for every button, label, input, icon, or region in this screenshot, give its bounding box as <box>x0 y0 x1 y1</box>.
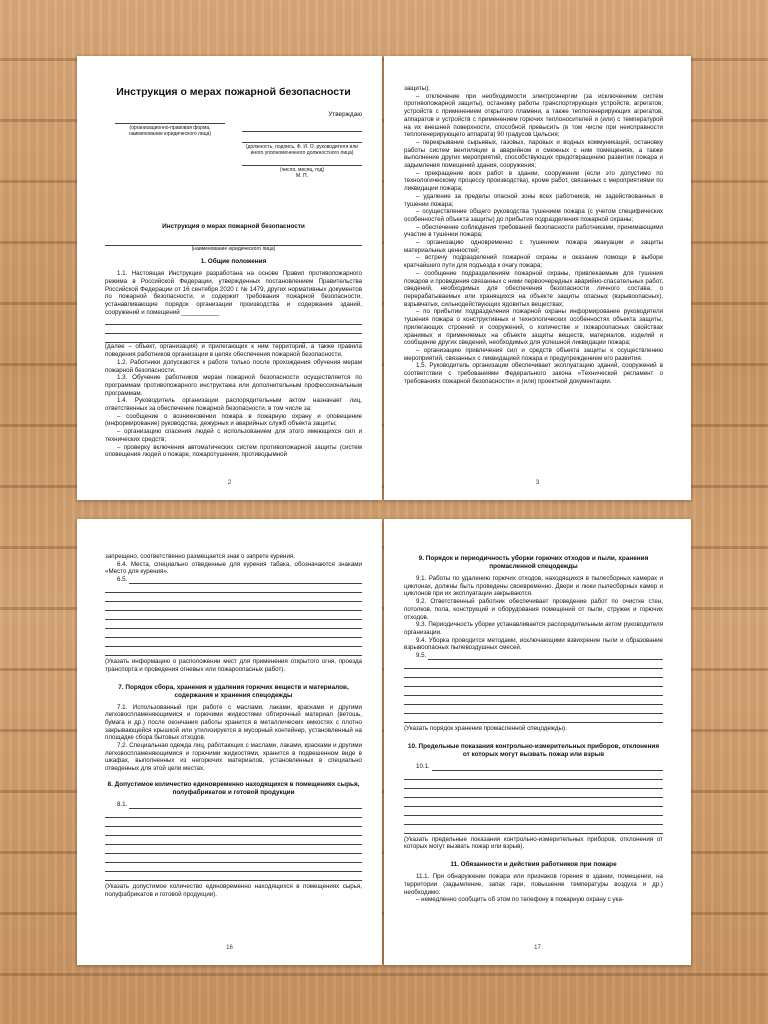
page-number: 3 <box>535 480 540 487</box>
date-caption: (число, месяц, год) <box>279 167 325 174</box>
paragraph-6-4: 6.4. Места, специально отведенные для курения табака, обозначаются знаками «Место для курения». <box>105 560 362 576</box>
approver-field <box>242 111 362 180</box>
field-9-5[interactable]: 9.5. <box>416 652 663 660</box>
stamp-label: М. П. <box>296 173 308 180</box>
blank-line <box>105 316 362 325</box>
section-9-heading: 9. Порядок и периодичность уборки горючих отходов и пыли, хранения промасленной спецодежды <box>418 555 649 570</box>
paragraph-1-1-cont: (далее – объект, организация) и прилегающих к ним территорий, а также правила поведения работников организации в целях обеспечения пожарной безопасности. <box>105 343 362 359</box>
paragraph-7-2: 7.2. Специальная одежда лиц, работающих с маслами, лаками, красками и другими легковоспламеняющимися и горючими жидкостями, хранится в подвешенном виде в шкафах, выполненных из негорючих материалов, установленных в специально отведенных для этой цели местах. <box>105 742 362 773</box>
list-item: – проверку включения автоматических систем противопожарной защиты (систем оповещения людей о пожаре, пожаротушения, противодымной <box>105 443 362 459</box>
page-number: 2 <box>227 480 232 487</box>
blank-line[interactable] <box>404 660 663 669</box>
blank-line[interactable] <box>105 584 362 593</box>
blank-line[interactable] <box>404 789 663 798</box>
page-3-body <box>404 85 663 362</box>
list-item: – обеспечение соблюдения требований безопасности работниками, принимающими участие в тушении пожара; <box>404 223 663 239</box>
org-caption: (организационно-правовая форма, наименование юридического лица) <box>128 125 212 138</box>
page-number: 16 <box>226 945 233 952</box>
blank-line[interactable] <box>105 593 362 602</box>
paragraph-9-1: 9.1. Работы по удалению горючих отходов, находящихся в пылесборных камерах и циклонах, должны быть проведены своевременно. Двери и люки пылесборных камер и циклонов при их эксплуатации закрываются. <box>404 575 663 598</box>
paragraph-9-4: 9.4. Уборка проводится методами, исключающими взвихрение пыли и образование взрывоопасных пылевоздушных смесей. <box>404 636 663 652</box>
approve-label: Утверждаю <box>328 111 362 118</box>
document-title: Инструкция о мерах пожарной безопасности <box>116 86 351 98</box>
subtitle: Инструкция о мерах пожарной безопасности <box>162 223 305 230</box>
section-10-heading: 10. Предельные показания контрольно-измерительных приборов, отклонения от которых могут вызвать пожар или взрыв <box>407 742 660 758</box>
list-item: – прекращение всех работ в здании, сооружении (если это допустимо по технологическому процессу производства), кроме работ, связанных с мероприятиями по ликвидации пожара; <box>404 169 663 193</box>
section-1-heading: 1. Общие положения <box>200 258 267 266</box>
blank-line[interactable] <box>404 780 663 789</box>
paragraph-9-2: 9.2. Ответственный работник обеспечивает проведение работ по очистке стен, потолков, пола, конструкций и оборудования помещений от пыли, стружек и горючих отходов. <box>404 598 663 621</box>
page-17 <box>384 519 691 965</box>
blank-line[interactable] <box>105 647 362 656</box>
list-item: – сообщение подразделениям пожарной охраны, привлекаемым для тушения пожаров и проведения связанных с ними первоочередных аварийно-спасательных работ, сведений, необходимых для обеспечения безопасности личного состава, о перерабатываемых или хранящихся на объекте защиты опасных (взрывоопасных), взрывчатых, сильнодействующих ядовитых веществах; <box>404 269 663 308</box>
blank-line[interactable] <box>404 669 663 678</box>
paragraph-1-1: 1.1. Настоящая Инструкция разработана на основе Правил противопожарного режима в Российской Федерации, утвержденных постановлением Правительства Российской Федерации от 16 сентября 2020 г. № 1479, других нормативных документов по пожарной безопасности, и содержит требования пожарной безопасности, устанавливающие порядок организации производства и содержания зданий, сооружений и помещений ___________ <box>105 270 362 316</box>
list-item: – организацию спасения людей с использованием для этого имеющихся сил и технических средств; <box>105 428 362 443</box>
sign-caption: (должность, подпись, Ф. И. О. руководителя или иного уполномоченного должностного лица) <box>245 143 359 156</box>
blank-line <box>105 334 362 343</box>
page-number: 17 <box>534 945 541 952</box>
list-item: – встречу подразделений пожарной охраны и оказание помощи в выборе кратчайшего пути для подъезда к очагу пожара; <box>404 254 663 270</box>
field-6-5[interactable]: 6.5. <box>117 576 362 584</box>
blank-line[interactable] <box>404 705 663 714</box>
blank-line[interactable] <box>105 629 362 638</box>
list-item: – отключение при необходимости электроэнергии (за исключением систем противопожарной защиты), остановку работы транспортирующих устройств, агрегатов, устройств с применением открытого пламени, а также теплогенерирующих агрегатов, аппаратов и устройств с применением горючих теплоносителей и (или) с температурой на их внешней поверхности, способной превысить (в том числе при неисправности теплогенерирующего аппарата) 90 градусов Цельсия; <box>404 92 663 139</box>
blank-line[interactable] <box>105 854 362 863</box>
list-item: – сообщение о возникновении пожара в пожарную охрану и оповещение (информирование) руководства, дежурных и аварийных служб объекта защиты; <box>105 412 362 428</box>
blank-line[interactable] <box>404 678 663 687</box>
page-2 <box>77 56 382 500</box>
blank-line[interactable] <box>105 818 362 827</box>
section-8-heading: 8. Допустимое количество единовременно находящихся в помещениях сырья, полуфабрикатов и готовой продукции <box>107 780 360 796</box>
blank-line[interactable] <box>105 872 362 881</box>
page-3 <box>384 56 691 500</box>
list-item: – осуществление общего руководства тушением пожара (с учетом специфических особенностей объекта защиты) до прибытия подразделения пожарной охраны; <box>404 208 663 223</box>
section-11-heading: 11. Обязанности и действия работников при пожаре <box>450 861 617 869</box>
section-7-heading: 7. Порядок сбора, хранения и удаления горючих веществ и материалов, содержания и хранения спецодежды <box>118 683 349 699</box>
paragraph-cont: запрещено, соответственно размещается знак о запрете курения. <box>105 553 295 560</box>
list-item: – организацию привлечения сил и средств объекта защиты к осуществлению мероприятий, связанных с ликвидацией пожара и предупреждением его развития. <box>404 346 663 362</box>
paragraph-11-1: 11.1. При обнаружении пожара или признаков горения в здании, помещении, на территории (задымление, запах гари, повышение температуры воздуха и др.) необходимо: <box>404 873 663 896</box>
paragraph-1-3: 1.3. Обучение работников мерам пожарной безопасности осуществляется по программам противопожарного инструктажа или дополнительным профессиональным программам. <box>105 374 362 397</box>
paragraph-1-4: 1.4. Руководитель организации распорядительным актом назначает лиц, ответственных за обеспечение пожарной безопасности, в том числе за: <box>105 397 362 413</box>
blank-line[interactable] <box>404 807 663 816</box>
approval-block <box>105 111 362 181</box>
blank-line <box>105 325 362 334</box>
list-item: – немедленно сообщить об этом по телефону в пожарную охрану с ука- <box>416 896 624 904</box>
hint-9: (Указать порядок хранения промасленной спецодежды). <box>404 725 567 733</box>
blank-line[interactable] <box>105 620 362 629</box>
blank-line[interactable] <box>404 816 663 825</box>
blank-line[interactable] <box>404 687 663 696</box>
blank-line[interactable] <box>404 771 663 780</box>
hint-6: (Указать информацию о расположении мест для применения открытого огня, проезда транспорта и проведения огневых или пожароопасных работ). <box>105 658 362 673</box>
paragraph-9-3: 9.3. Периодичность уборки устанавливается распорядительным актом руководителя организации. <box>404 621 663 636</box>
paragraph-1-5: 1.5. Руководитель организации обеспечивает эксплуатацию зданий, сооружений в соответствии с требованиями Федерального закона «Технический регламент о требованиях пожарной безопасности» и (или) проектной документации. <box>404 362 663 385</box>
hint-10: (Указать предельные показания контрольно-измерительных приборов, отклонения от которых могут вызвать пожар или взрыв). <box>404 835 663 851</box>
blank-line[interactable] <box>404 714 663 723</box>
blank-line[interactable] <box>105 827 362 836</box>
list-item: – удаление за пределы опасной зоны всех работников, не задействованных в тушении пожара; <box>404 192 663 208</box>
blank-line[interactable] <box>404 825 663 834</box>
field-8-1[interactable]: 8.1. <box>117 801 362 809</box>
list-item: – по прибытии подразделения пожарной охраны информирование руководителя тушения пожара о конструктивных и технологических особенностях объекта защиты, прилегающих строений и сооружений, о количестве и пожароопасных свойствах хранимых и применяемых на объекте защиты веществ, материалов, изделий и сообщение других сведений, необходимых для успешной ликвидации пожара; <box>404 308 663 347</box>
blank-line[interactable] <box>105 611 362 620</box>
org-signature-field <box>115 119 225 137</box>
org-name-caption: (наименование юридического лица) <box>191 246 276 252</box>
hint-8: (Указать допустимое количество единовременно находящихся в помещениях сырья, полуфабрикатов и готовой продукции). <box>105 882 362 898</box>
blank-line[interactable] <box>105 863 362 872</box>
paragraph-cont: защиты); <box>404 85 430 92</box>
blank-line[interactable] <box>404 696 663 705</box>
paragraph-7-1: 7.1. Использованный при работе с маслами, лаками, красками и другими легковоспламеняющимися и горючими жидкостями обтирочный материал (ветошь, бумага и др.) после окончания работы хранится в металлических емкостях с плотно закрывающейся крышкой или утилизируется в мусорный контейнер, установленный на площадке сбора бытовых отходов. <box>105 703 362 742</box>
blank-line[interactable] <box>404 798 663 807</box>
paragraph-1-2: 1.2. Работники допускаются к работе только после прохождения обучения мерам пожарной безопасности. <box>105 358 362 374</box>
list-item: – перекрывание сырьевых, газовых, паровых и водных коммуникаций, остановку работы систем вентиляции в аварийном и смежных с ним помещениях, а также выполнение других мероприятий, способствующих предотвращению развития пожара и задымления помещений здания, сооружения; <box>404 138 663 170</box>
page-16 <box>77 519 382 965</box>
blank-line[interactable] <box>105 836 362 845</box>
blank-line[interactable] <box>105 809 362 818</box>
blank-line[interactable] <box>105 638 362 647</box>
blank-line[interactable] <box>105 845 362 854</box>
list-item: – организацию одновременно с тушением пожара эвакуации и защиты материальных ценностей; <box>404 239 663 254</box>
field-10-1[interactable]: 10.1. <box>416 763 663 771</box>
org-name-line <box>105 237 362 246</box>
blank-line[interactable] <box>105 602 362 611</box>
